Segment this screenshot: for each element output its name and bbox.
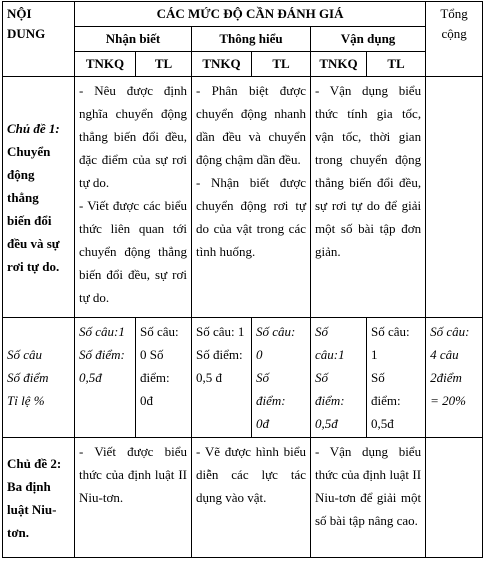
header-vd-tnkq: TNKQ xyxy=(311,52,367,77)
header-muc-do: CÁC MỨC ĐỘ CẦN ĐÁNH GIÁ xyxy=(75,2,426,27)
header-th-tnkq: TNKQ xyxy=(192,52,252,77)
topic-2-name: Ba định luật Niu- tơn. xyxy=(7,478,57,540)
header-tong-cong: Tổng cộng xyxy=(426,2,483,77)
assessment-matrix-table xyxy=(2,1,483,558)
score-th-tnkq: Số câu: 1 Số điểm: 0,5 đ xyxy=(192,318,252,438)
header-nb-tl: TL xyxy=(136,52,192,77)
topic-1-total xyxy=(426,77,483,318)
score-row xyxy=(3,318,483,438)
header-thong-hieu: Thông hiểu xyxy=(192,27,311,52)
score-nb-tnkq: Số câu:1 Số điểm: 0,5đ xyxy=(75,318,136,438)
topic-2-cell xyxy=(3,438,75,558)
topic-2-van-dung: - Vận dụng biểu thức của định luật II Niu-tơn để giải một số bài tập nâng cao. xyxy=(311,438,426,558)
topic-1-thong-hieu: - Phân biệt được chuyển động nhanh dần đều và chuyển động chậm dần đều. - Nhận biết được chuyển động rơi tự do của vật trong các tình huống. xyxy=(192,77,311,318)
topic-1-name: Chuyển động thẳng biến đổi đều và sự rơi tự do. xyxy=(7,143,60,274)
score-th-tl: Số câu: 0 Số điểm: 0đ xyxy=(252,318,311,438)
score-vd-tnkq: Số câu:1 Số điểm: 0,5đ xyxy=(311,318,367,438)
header-noi-dung: NỘI DUNG xyxy=(3,2,75,77)
topic-1-row xyxy=(3,77,483,318)
topic-2-prefix: Chủ đề 2: xyxy=(7,455,62,471)
topic-2-nhan-biet: - Viết được biểu thức của định luật II Niu-tơn. xyxy=(75,438,192,558)
topic-1-cell xyxy=(3,77,75,318)
header-th-tl: TL xyxy=(252,52,311,77)
header-vd-tl: TL xyxy=(367,52,426,77)
topic-2-row xyxy=(3,438,483,558)
topic-1-nhan-biet: - Nêu được định nghĩa chuyển động thẳng biến đổi đều, đặc điểm của sự rơi tự do. - Viết được các biểu thức liên quan tới chuyển động thẳng biến đổi đều, sự rơi tự do. xyxy=(75,77,192,318)
score-total: Số câu: 4 câu 2điểm = 20% xyxy=(426,318,483,438)
header-row-1 xyxy=(3,2,483,27)
header-nhan-biet: Nhận biết xyxy=(75,27,192,52)
score-label: Số câu Số điểm Tỉ lệ % xyxy=(3,318,75,438)
header-van-dung: Vận dụng xyxy=(311,27,426,52)
topic-2-thong-hieu: - Vẽ được hình biểu diễn các lực tác dụng vào vật. xyxy=(192,438,311,558)
topic-2-total xyxy=(426,438,483,558)
header-row-3 xyxy=(3,52,483,77)
header-nb-tnkq: TNKQ xyxy=(75,52,136,77)
score-vd-tl: Số câu: 1 Số điểm: 0,5đ xyxy=(367,318,426,438)
topic-1-van-dung: - Vận dụng biểu thức tính gia tốc, vận tốc, thời gian trong chuyển động thẳng biến đổi đều, sự rơi tự do để giải một số bài tập đơn giản. xyxy=(311,77,426,318)
score-nb-tl: Số câu: 0 Số điểm: 0đ xyxy=(136,318,192,438)
topic-1-prefix: Chủ đề 1: xyxy=(7,120,60,136)
header-row-2 xyxy=(3,27,483,52)
